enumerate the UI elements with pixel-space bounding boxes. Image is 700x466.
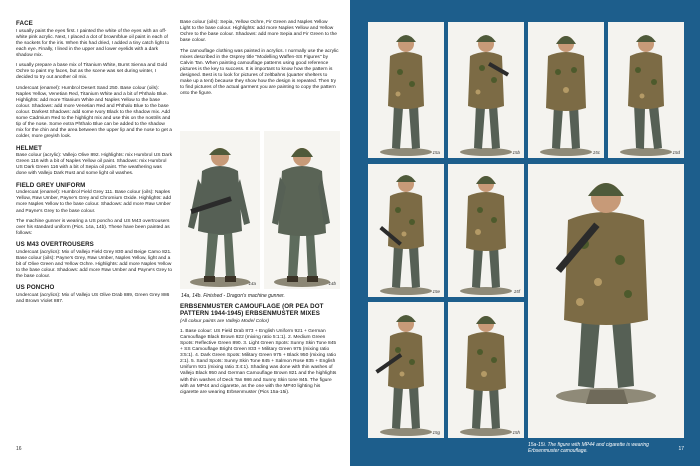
page-number: 17 — [678, 446, 684, 452]
paragraph: The machine gunner is wearing a US poncho and US M43 overtrousers over his standard uniform (Pics. 14a, 14b). These have been painted as follows: — [16, 218, 170, 236]
section-heading: FIELD GREY UNIFORM — [16, 181, 86, 189]
photo-15-large — [528, 164, 684, 438]
section-heading: US M43 OVERTROUSERS — [16, 241, 94, 249]
photo-15d — [608, 22, 684, 158]
text-column-right-bottom — [180, 303, 339, 400]
paragraph: Undercoat (enamel): Humbrol Desert Sand 250. Base colour (oils): Naples Yellow, Venetian Red, Titanium White and a bit of Phthalo Blue. Highlights: add more Titanium White and Naples Yellow to the base colour. Shadows: add more Venetian Red and Phthalo Blue to the base colour. Darkest Shadows: add some Ivory Black to the shadow mix. Add some Cadmium Red to the highlight mix and use this on the nostrils and tip of the nose. Some extra Phthalo Blue can be added to the shadow mix for the chin and the area between the upper lip and the nose to get a colder, more greyish look. — [16, 85, 172, 140]
paragraph: Base colour (oils): Sepia, Yellow Ochre, Fir Green and Naples Yellow Light to the base colour. Highlights: add more Naples Yellow and Yellow Ochre to the base colour. Shadows: add more Sepia and Fir Green to the base colour. — [180, 20, 337, 44]
figure-smoker-side — [448, 22, 524, 158]
figure-smoker-front — [368, 22, 444, 158]
photo-label: 15g — [432, 430, 440, 435]
figure-machine-gunner-front — [180, 131, 260, 289]
photo-14b — [264, 131, 340, 289]
paragraph: The camouflage clothing was painted in acrylics. I normally use the acrylic mixes described in the Osprey title "Modelling Waffen-SS Figures" by Calvin Tan. When painting camouflage patterns using good reference pictures is the key to success. It is important to know how the pattern is designed. Best is to look for pictures of zeltbahns (quarter shelters to make up a tent) because they show how the design is repeated. Then try to find pictures of the actual garment you are painting to copy the pattern onto the figure. — [180, 48, 339, 97]
page-number: 16 — [16, 446, 22, 452]
photo-label: 15b — [512, 150, 520, 155]
figure-machine-gunner-back — [264, 131, 340, 289]
photo-label: 15c — [592, 150, 600, 155]
paragraph: Undercoat (enamel): Humbrol Field Grey 111. Base colour (oils): Naples Yellow, Raw Umber, Payne's Grey and Chromium Oxide. Highlights: add more Naples Yellow to the base colour. Shadows: add more Raw Umber and Payne's Grey to the base colour. — [16, 190, 172, 214]
photo-15h — [448, 302, 524, 438]
right-page — [350, 0, 700, 466]
photo-15f — [448, 164, 524, 297]
photo-label: 14a — [248, 281, 256, 286]
paragraph: Undercoat (acrylics): Mix of Vallejo Field Grey 830 and Beige Camo 821. Base colour (oils): Payne's Grey, Raw Umber, Naples Yellow, light and a bit of Olive Green and Yellow Ochre. Highlights: add more Naples Yellow to the base colour. Shadows: add more Raw Umber and Payne's Grey to the base colour. — [16, 249, 173, 280]
paragraph: 1. Base colour: US Field Drab 873 + English Uniform 921 + German Camouflage Black Brown 822 (mixing ratio 5:1:1). 2. Medium Green Spots: Reflective Green 890. 3. Light Green Spots: Sunny Skin Tone 845 + SS Camouflage Bright Green 833 + Military Green 975 (mixing ratio 3:5:1). 4. Dark Green Spots: Military Green 975 + Black 950 (mixing ratio 2:1). 5. Sand Spots: Sunny Skin Tone 845 + Salmon Rose 835 + English Uniform 921 (mixing ratio 3:4:1). Shading was done with thin washes of Vallejo Black 950 and German Camouflage Brown 821 and the highlights with thin washes of Deck Tan 986 and Sunny Skin tone 845. The figure with an MP44 and cigarette, as the one with the MP40 lighting his cigarette are wearing Erbsenmuster (Pics 15a-15i). — [180, 328, 337, 395]
figure-smoker-back — [528, 22, 604, 158]
paragraph: Base colour (acrylic): Vallejo Olive 892. Highlights: mix Humbrol US Dark Green 116 with a bit of Naples Yellow oil paint. Shadows: mix Humbrol US Dark Green 116 with a bit of Sepia oil paint. The weathering was done with Vallejo Dark Rust and some light oil washes. — [16, 153, 173, 177]
figure-mp44-large — [528, 164, 684, 438]
photo-caption-15: 15a-15i. The figure with MP44 and cigarette is wearing Erbsenmuster camouflage. — [528, 442, 649, 454]
photo-14a — [180, 131, 260, 289]
photo-label: 15e — [432, 289, 440, 294]
paragraph: (All colour paints are Vallejo Model Color) — [180, 318, 269, 324]
photo-label: 15a — [432, 150, 440, 155]
section-heading: HELMET — [16, 144, 43, 152]
photo-label: 14b — [328, 281, 336, 286]
figure-mp44-back — [448, 302, 524, 438]
text-column-right-top — [180, 20, 339, 102]
photo-15e — [368, 164, 444, 297]
section-heading: US PONCHO — [16, 284, 55, 292]
text-column-left — [16, 20, 173, 309]
figure-smoker-three-quarter — [608, 22, 684, 158]
figure-mp40-front — [368, 164, 444, 297]
photo-15g — [368, 302, 444, 438]
photo-15c — [528, 22, 604, 158]
photo-label: 15h — [512, 430, 520, 435]
photo-label: 15d — [672, 150, 680, 155]
section-heading: FACE — [16, 20, 33, 27]
paragraph: I usually paint the eyes first. I painted the white of the eyes with an off-white pink acrylic. Next, I placed a dot of brown/blue oil paint in each of the sockets for the iris. When this had dried, I added a tiny catch light to each eye. Finally, I lined in the upper and lower eyelids with a dark shadow mix. — [16, 28, 170, 58]
section-heading: ERBSENMUSTER CAMOUFLAGE (OR PEA DOT PATTERN 1944-1945) ERBSENMUSTER MIXES — [180, 303, 324, 317]
photo-15a — [368, 22, 444, 158]
photo-15b — [448, 22, 524, 158]
figure-mp44-side — [368, 302, 444, 438]
figure-mp40-back — [448, 164, 524, 297]
photo-label: 15f — [513, 289, 520, 294]
photo-caption-14: 14a, 14b. Finished - Dragon's machine gunner. — [181, 293, 285, 299]
paragraph: Undercoat (acrylics): Mix of Vallejo US Olive Drab 889, Green Grey 886 and Brown Violet 887. — [16, 292, 170, 304]
paragraph: I usually prepare a base mix of Titanium White, Burnt Sienna and Gold Ochre to paint my faces, but as the scene was set during winter, I decided to try out another oil mix. — [16, 63, 168, 81]
